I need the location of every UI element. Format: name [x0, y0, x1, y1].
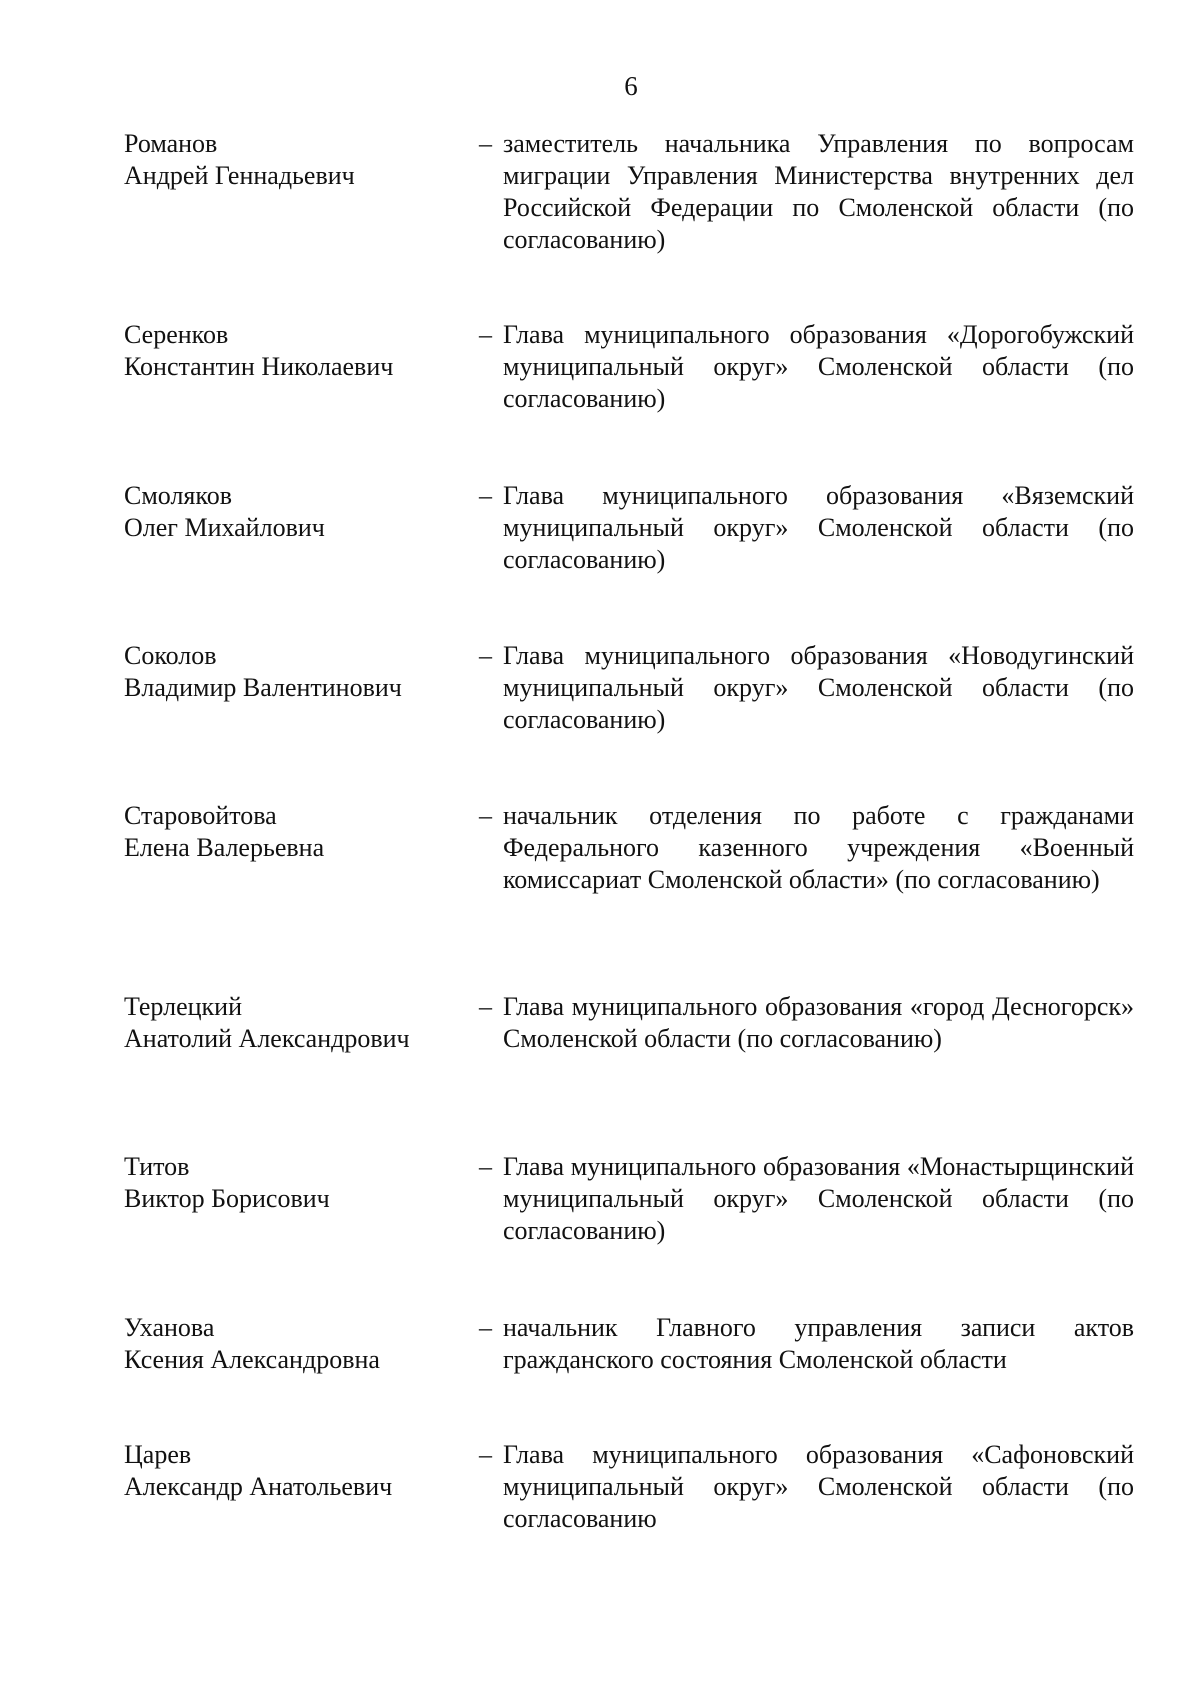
member-role: Глава муниципального образования «Монастырщинский муниципальный округ» Смоленской области (по согласованию) [503, 1152, 1134, 1245]
member-name [124, 640, 474, 704]
dash: – [479, 1440, 492, 1469]
member-role: Глава муниципального образования «Сафоновский муниципальный округ» Смоленской области (по согласованию [503, 1440, 1134, 1533]
member-surname: Царев [124, 1440, 192, 1469]
member-surname: Серенков [124, 320, 229, 349]
dash: – [479, 801, 492, 830]
member-given-names: Виктор Борисович [124, 1184, 330, 1213]
member-surname: Романов [124, 129, 218, 158]
page-number: 6 [624, 71, 638, 101]
member-name [124, 128, 474, 192]
member-surname: Соколов [124, 641, 217, 670]
member-role: заместитель начальника Управления по вопросам миграции Управления Министерства внутренних дел Российской Федерации по Смоленской области (по согласованию) [503, 129, 1134, 254]
dash: – [479, 481, 492, 510]
member-given-names: Олег Михайлович [124, 513, 325, 542]
member-role: начальник Главного управления записи актов гражданского состояния Смоленской области [503, 1313, 1134, 1374]
member-role: Глава муниципального образования «Дорогобужский муниципальный округ» Смоленской области (по согласованию) [503, 320, 1134, 413]
member-name [124, 991, 474, 1055]
member-role: начальник отделения по работе с гражданами Федерального казенного учреждения «Военный комиссариат Смоленской области» (по согласованию) [503, 801, 1134, 894]
member-role: Глава муниципального образования «город Десногорск» Смоленской области (по согласованию) [503, 992, 1134, 1053]
member-given-names: Александр Анатольевич [124, 1472, 393, 1501]
member-given-names: Андрей Геннадьевич [124, 161, 355, 190]
dash: – [479, 992, 492, 1021]
member-surname: Титов [124, 1152, 190, 1181]
member-surname: Старовойтова [124, 801, 277, 830]
dash: – [479, 641, 492, 670]
member-surname: Смоляков [124, 481, 232, 510]
member-given-names: Владимир Валентинович [124, 673, 402, 702]
dash: – [479, 1152, 492, 1181]
member-given-names: Константин Николаевич [124, 352, 394, 381]
member-given-names: Елена Валерьевна [124, 833, 325, 862]
dash: – [479, 320, 492, 349]
member-given-names: Ксения Александровна [124, 1345, 380, 1374]
member-surname: Уханова [124, 1313, 215, 1342]
member-surname: Терлецкий [124, 992, 242, 1021]
member-name [124, 480, 474, 544]
member-name [124, 1312, 474, 1376]
member-given-names: Анатолий Александрович [124, 1024, 410, 1053]
member-role: Глава муниципального образования «Вяземский муниципальный округ» Смоленской области (по согласованию) [503, 481, 1134, 574]
member-name [124, 1439, 474, 1503]
member-name [124, 319, 474, 383]
member-role: Глава муниципального образования «Новодугинский муниципальный округ» Смоленской области (по согласованию) [503, 641, 1134, 734]
member-name [124, 1151, 474, 1215]
member-name [124, 800, 474, 864]
dash: – [479, 1313, 492, 1342]
dash: – [479, 129, 492, 158]
